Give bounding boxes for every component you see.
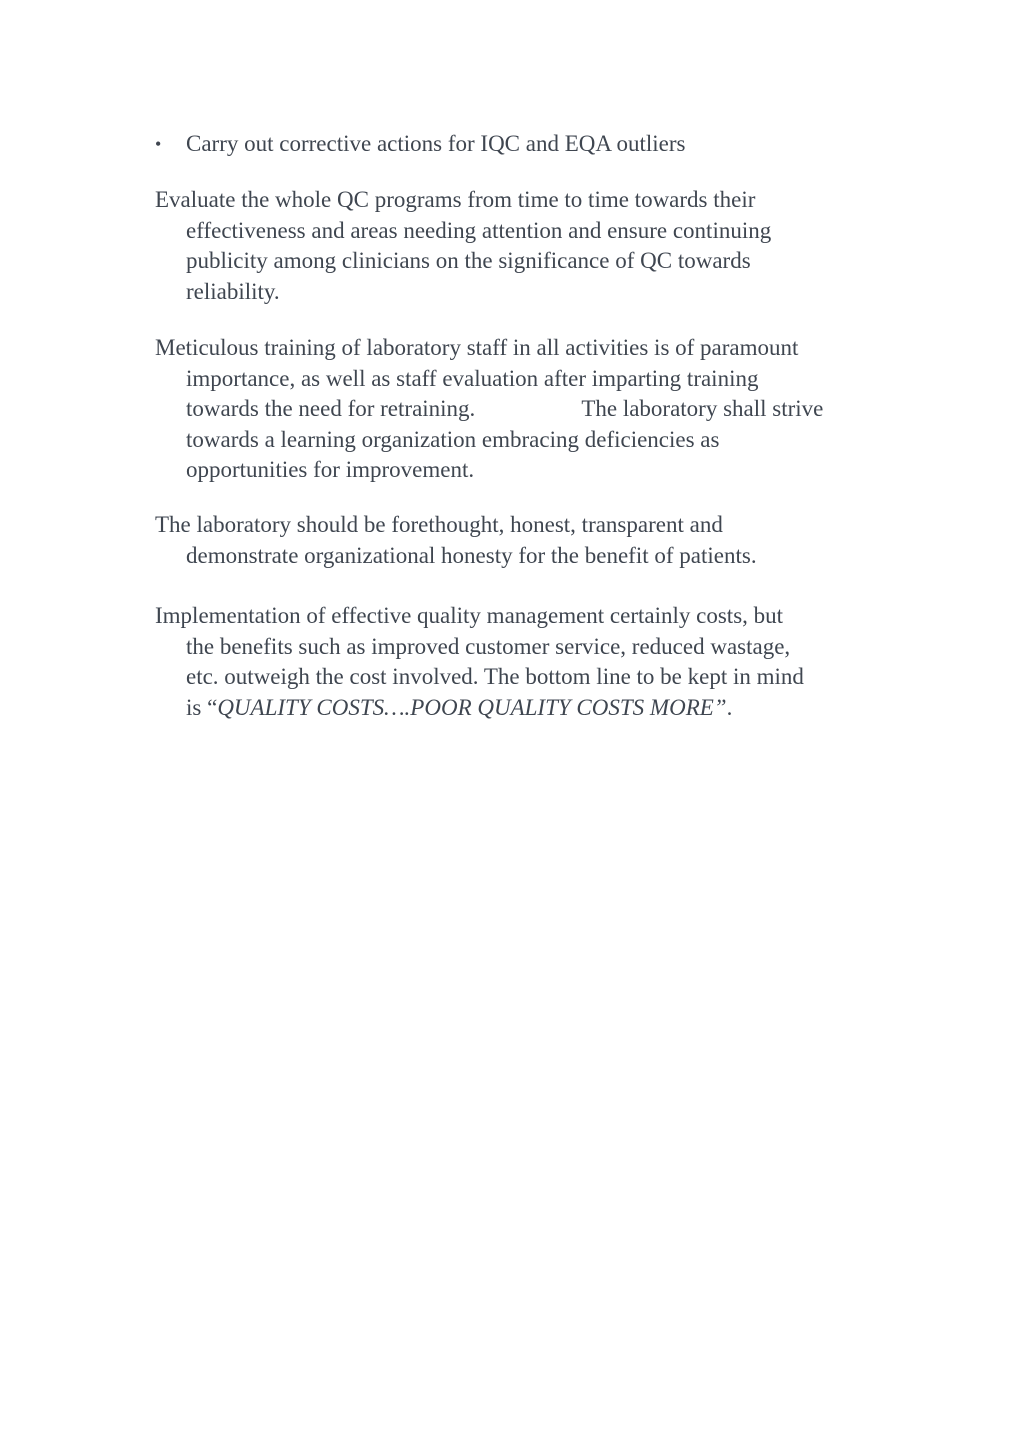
- paragraph-line: effectiveness and areas needing attention and ensure continuing: [186, 217, 772, 243]
- paragraph-line: publicity among clinicians on the significance of QC towards: [186, 248, 751, 273]
- paragraph-line: Implementation of effective quality management certainly costs, but: [155, 603, 784, 628]
- bullet-marker: •: [155, 134, 162, 154]
- bullet-text: Carry out corrective actions for IQC and EQA outliers: [186, 131, 686, 156]
- paragraph-line: towards a learning organization embracing deficiencies as: [186, 426, 720, 452]
- paragraph-line: Evaluate the whole QC programs from time to time towards their: [155, 187, 756, 212]
- paragraph-line: opportunities for improvement.: [186, 457, 475, 482]
- paragraph-honesty: [155, 510, 895, 571]
- paragraph-line: The laboratory should be forethought, honest, transparent and: [155, 512, 723, 537]
- paragraph-line: [155, 394, 895, 425]
- paragraph-qc-evaluation: [155, 185, 895, 307]
- paragraph-line: the benefits such as improved customer service, reduced wastage,: [186, 633, 791, 659]
- paragraph-line-segment: is “: [186, 694, 218, 720]
- paragraph-quality-costs: [155, 601, 895, 723]
- paragraph-line-segment: .: [726, 694, 733, 720]
- paragraph-line: Meticulous training of laboratory staff in all activities is of paramount: [155, 335, 799, 360]
- paragraph-line: demonstrate organizational honesty for the benefit of patients.: [186, 542, 757, 568]
- paragraph-line-segment: towards the need for retraining.: [186, 396, 476, 421]
- paragraph-line: reliability.: [186, 278, 280, 304]
- paragraph-line: etc. outweigh the cost involved. The bottom line to be kept in mind: [186, 664, 804, 689]
- paragraph-line: [155, 693, 895, 724]
- paragraph-staff-training: [155, 333, 895, 486]
- paragraph-line-segment: The laboratory shall strive: [581, 396, 824, 421]
- emphasis-quote: QUALITY COSTS….POOR QUALITY COSTS MORE”: [217, 694, 727, 720]
- paragraph-line: importance, as well as staff evaluation after imparting training: [186, 365, 759, 391]
